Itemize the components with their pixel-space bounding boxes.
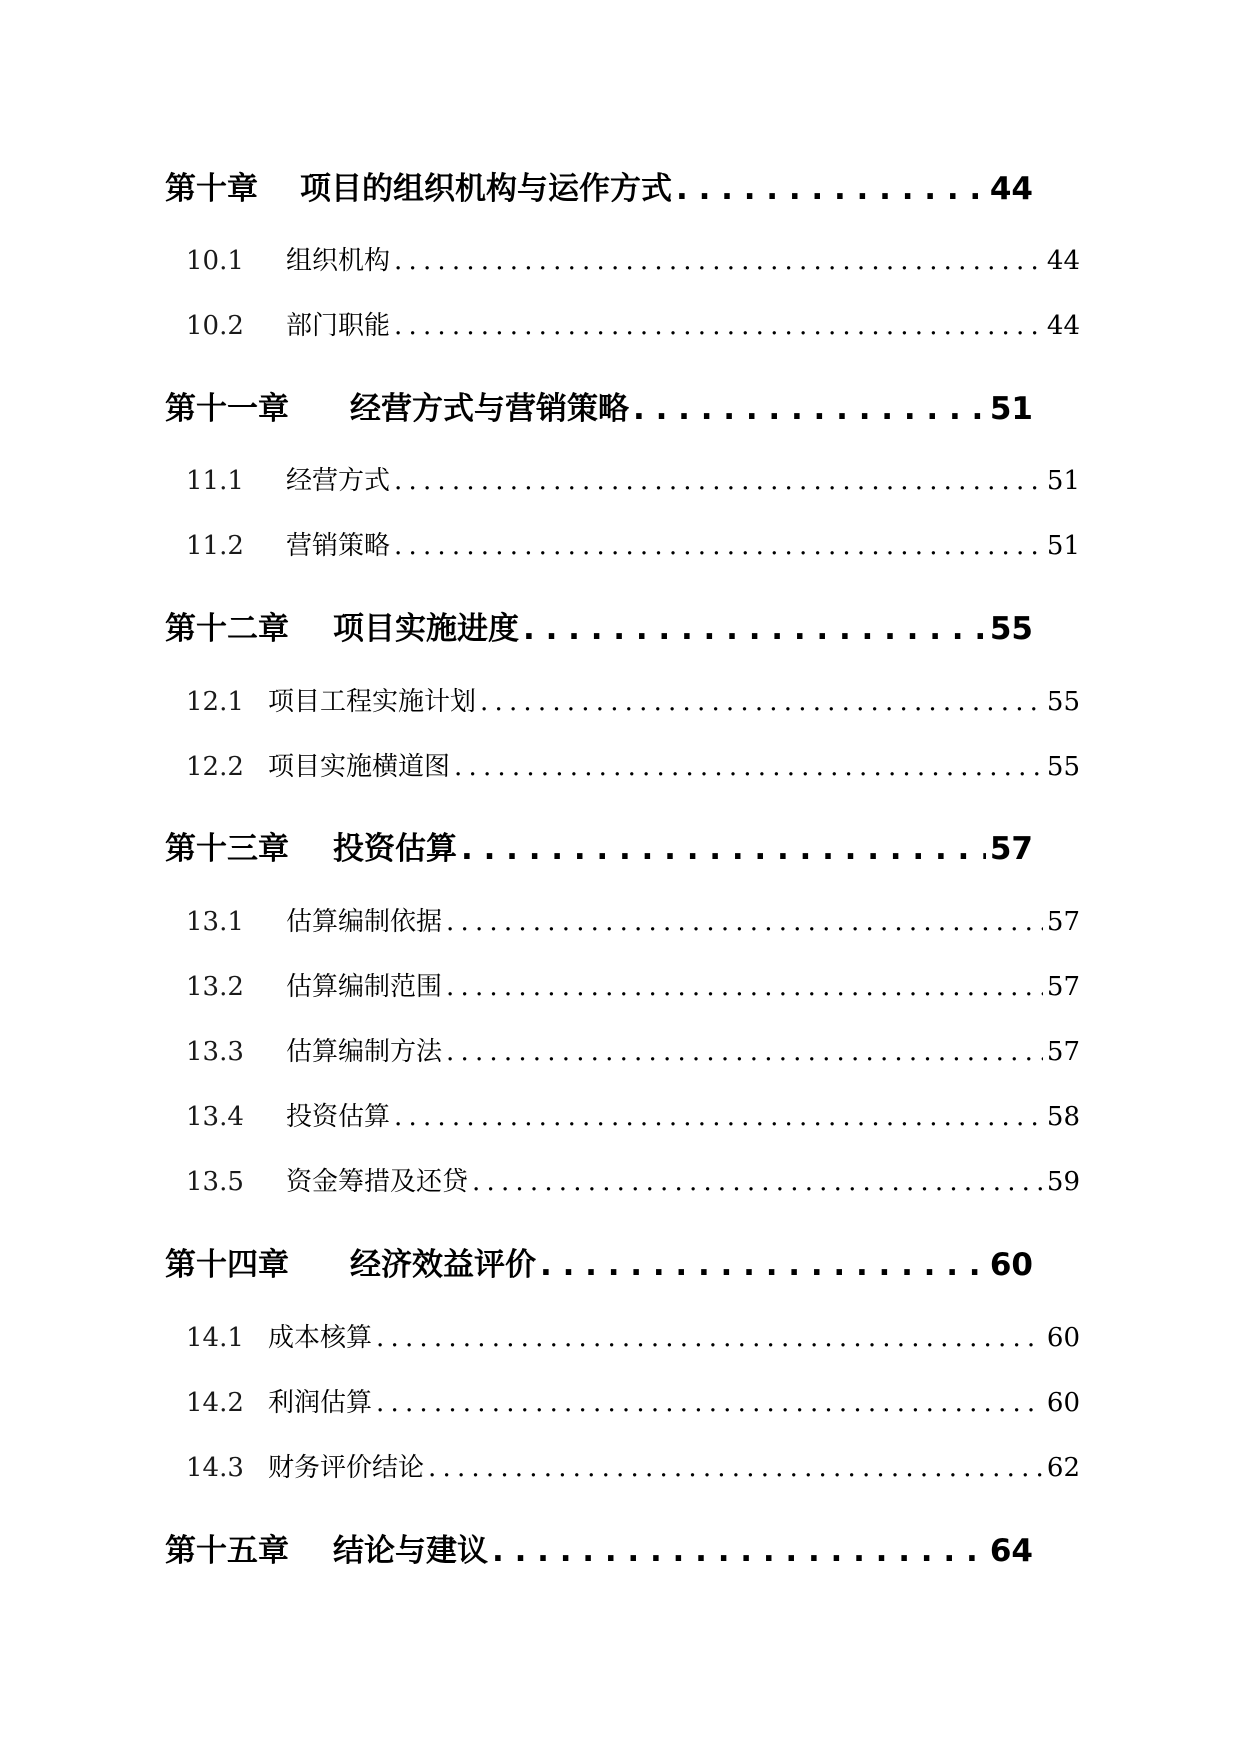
chapter-number: 第十二章 xyxy=(165,611,289,647)
dot-leader xyxy=(454,752,1043,782)
toc-section-14-2[interactable] xyxy=(186,1382,1080,1420)
page-number: 59 xyxy=(1046,1167,1080,1197)
toc-section-13-1[interactable] xyxy=(186,901,1080,939)
section-title: 项目工程实施计划 xyxy=(268,687,477,717)
toc-section-11-2[interactable] xyxy=(186,525,1080,563)
section-title: 部门职能 xyxy=(286,311,391,341)
page-number: 51 xyxy=(1046,466,1080,496)
page-number: 62 xyxy=(1046,1453,1080,1483)
section-title: 项目实施横道图 xyxy=(268,752,451,782)
section-title: 财务评价结论 xyxy=(268,1453,425,1483)
chapter-number: 第十章 xyxy=(165,171,258,207)
chapter-number: 第十四章 xyxy=(165,1247,289,1283)
dot-leader xyxy=(446,972,1043,1002)
section-number: 11.2 xyxy=(186,531,244,561)
dot-leader xyxy=(480,687,1043,717)
section-number: 10.1 xyxy=(186,246,244,276)
page-number: 57 xyxy=(1046,1037,1080,1067)
chapter-title: 经济效益评价 xyxy=(350,1247,536,1283)
toc-chapter-15[interactable] xyxy=(165,1525,1033,1569)
dot-leader xyxy=(446,1037,1043,1067)
toc-chapter-11[interactable] xyxy=(165,383,1033,427)
section-number: 14.1 xyxy=(186,1323,244,1353)
page-number: 57 xyxy=(1046,972,1080,1002)
section-number: 13.4 xyxy=(186,1102,244,1132)
dot-leader xyxy=(523,611,986,647)
page-number: 60 xyxy=(1046,1388,1080,1418)
chapter-title: 项目的组织机构与运作方式 xyxy=(300,171,672,207)
section-number: 13.3 xyxy=(186,1037,244,1067)
section-number: 14.3 xyxy=(186,1453,244,1483)
toc-chapter-10[interactable] xyxy=(165,163,1033,207)
toc-section-13-2[interactable] xyxy=(186,966,1080,1004)
section-title: 投资估算 xyxy=(286,1102,391,1132)
toc-chapter-13[interactable] xyxy=(165,823,1033,867)
section-title: 经营方式 xyxy=(286,466,391,496)
dot-leader xyxy=(540,1247,986,1283)
dot-leader xyxy=(394,466,1043,496)
section-number: 14.2 xyxy=(186,1388,244,1418)
page-number: 55 xyxy=(1046,752,1080,782)
page-number: 57 xyxy=(1046,907,1080,937)
page-number: 60 xyxy=(1046,1323,1080,1353)
toc-chapter-12[interactable] xyxy=(165,603,1033,647)
section-title: 成本核算 xyxy=(268,1323,373,1353)
chapter-number: 第十一章 xyxy=(165,391,289,427)
chapter-number: 第十三章 xyxy=(165,831,289,867)
toc-section-14-1[interactable] xyxy=(186,1317,1080,1355)
dot-leader xyxy=(428,1453,1043,1483)
page-number: 55 xyxy=(1046,687,1080,717)
toc-section-10-1[interactable] xyxy=(186,240,1080,278)
page-number: 51 xyxy=(1046,531,1080,561)
toc-section-13-4[interactable] xyxy=(186,1096,1080,1134)
toc-section-10-2[interactable] xyxy=(186,305,1080,343)
section-title: 营销策略 xyxy=(286,531,391,561)
chapter-title: 项目实施进度 xyxy=(333,611,519,647)
dot-leader xyxy=(492,1533,986,1569)
dot-leader xyxy=(376,1388,1043,1418)
dot-leader xyxy=(633,391,986,427)
toc-section-11-1[interactable] xyxy=(186,460,1080,498)
chapter-title: 投资估算 xyxy=(333,831,457,867)
page-number: 44 xyxy=(1046,311,1080,341)
section-number: 13.1 xyxy=(186,907,244,937)
page-number: 55 xyxy=(989,611,1033,647)
toc-chapter-14[interactable] xyxy=(165,1239,1033,1283)
section-title: 估算编制范围 xyxy=(286,972,443,1002)
section-number: 10.2 xyxy=(186,311,244,341)
page-number: 60 xyxy=(989,1247,1033,1283)
dot-leader xyxy=(446,907,1043,937)
dot-leader xyxy=(394,246,1043,276)
toc-section-12-2[interactable] xyxy=(186,746,1080,784)
page-number: 51 xyxy=(989,391,1033,427)
section-number: 12.2 xyxy=(186,752,244,782)
chapter-title: 结论与建议 xyxy=(333,1533,488,1569)
dot-leader xyxy=(472,1167,1043,1197)
chapter-title: 经营方式与营销策略 xyxy=(350,391,629,427)
section-title: 估算编制依据 xyxy=(286,907,443,937)
page-number: 44 xyxy=(1046,246,1080,276)
page-number: 64 xyxy=(989,1533,1033,1569)
dot-leader xyxy=(394,311,1043,341)
toc-section-12-1[interactable] xyxy=(186,681,1080,719)
section-title: 估算编制方法 xyxy=(286,1037,443,1067)
dot-leader xyxy=(394,531,1043,561)
page-number: 58 xyxy=(1046,1102,1080,1132)
section-title: 利润估算 xyxy=(268,1388,373,1418)
section-number: 13.5 xyxy=(186,1167,244,1197)
dot-leader xyxy=(676,171,986,207)
section-number: 12.1 xyxy=(186,687,244,717)
section-title: 资金筹措及还贷 xyxy=(286,1167,469,1197)
page-number: 57 xyxy=(989,831,1033,867)
toc-section-13-3[interactable] xyxy=(186,1031,1080,1069)
dot-leader xyxy=(394,1102,1043,1132)
chapter-number: 第十五章 xyxy=(165,1533,289,1569)
dot-leader xyxy=(376,1323,1043,1353)
section-title: 组织机构 xyxy=(286,246,391,276)
dot-leader xyxy=(461,831,986,867)
toc-section-13-5[interactable] xyxy=(186,1161,1080,1199)
section-number: 13.2 xyxy=(186,972,244,1002)
section-number: 11.1 xyxy=(186,466,244,496)
page-number: 44 xyxy=(989,171,1033,207)
toc-section-14-3[interactable] xyxy=(186,1447,1080,1485)
